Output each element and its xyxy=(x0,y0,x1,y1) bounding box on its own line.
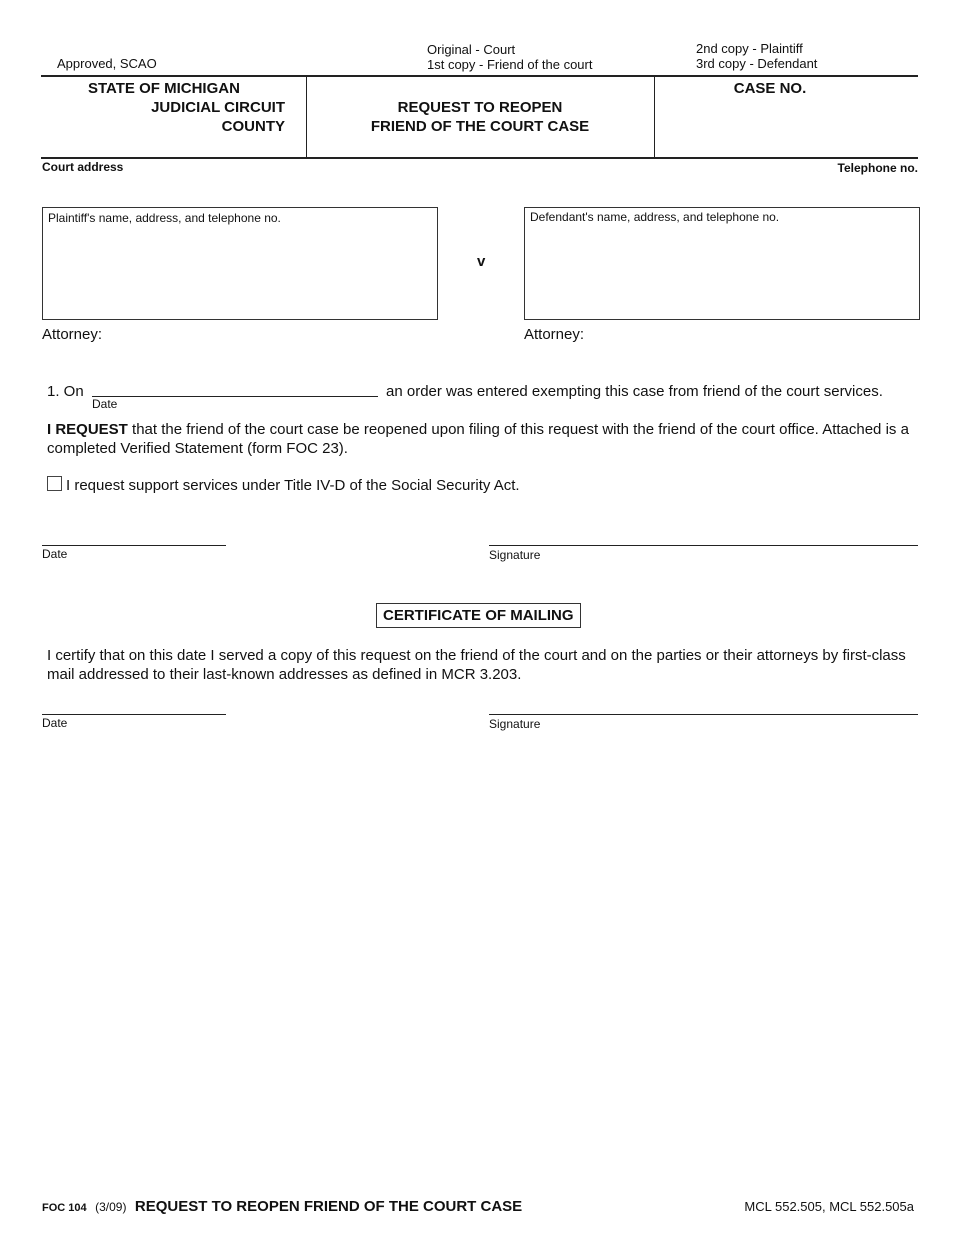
versus-label: v xyxy=(477,253,486,270)
defendant-label: Defendant's name, address, and telephone no. xyxy=(530,210,780,224)
case-no-field[interactable] xyxy=(665,104,909,128)
order-date-field[interactable] xyxy=(92,378,382,398)
checkbox-label: I request support services under Title IV-D of the Social Security Act. xyxy=(66,477,520,494)
caption-divider-1 xyxy=(306,77,307,157)
date-field[interactable] xyxy=(42,526,230,546)
case-no-label: CASE NO. xyxy=(733,80,807,97)
date-label: Date xyxy=(42,547,68,561)
copy-original: Original - Court xyxy=(427,42,516,57)
form-title-line1: REQUEST TO REOPEN xyxy=(397,99,563,116)
plaintiff-label: Plaintiff's name, address, and telephone no. xyxy=(48,211,281,225)
form-revision: (3/09) xyxy=(95,1200,127,1214)
order-date-line xyxy=(92,396,378,397)
certificate-text: I certify that on this date I served a copy of this request on the friend of the court and on the parties or their attorneys by first-class mail addressed to their last-known addresses as defined in MCR 3.203. xyxy=(47,647,906,683)
defendant-box[interactable] xyxy=(524,207,920,320)
form-number: FOC 104 xyxy=(42,1202,87,1214)
certificate-heading: CERTIFICATE OF MAILING xyxy=(376,603,581,628)
request-text: that the friend of the court case be reopened upon filing of this request with the friend of the court office. Attached is a completed Verified Statement (form FOC 23). xyxy=(47,421,909,457)
copy-first: 1st copy - Friend of the court xyxy=(427,57,593,72)
plaintiff-box[interactable] xyxy=(42,207,438,320)
form-title-line2: FRIEND OF THE COURT CASE xyxy=(370,118,590,135)
item1-prefix: 1. On xyxy=(47,383,84,400)
cert-date-field[interactable] xyxy=(42,695,230,715)
signature-field[interactable] xyxy=(489,526,922,546)
plaintiff-attorney-label: Attorney: xyxy=(42,326,103,343)
copy-second: 2nd copy - Plaintiff xyxy=(696,41,803,56)
cert-date-label: Date xyxy=(42,716,68,730)
title-iv-d-checkbox[interactable] xyxy=(47,476,62,491)
state-label: STATE OF MICHIGAN xyxy=(88,80,240,97)
caption-bottom-rule xyxy=(41,157,918,159)
request-bold: I REQUEST xyxy=(47,421,128,438)
defendant-attorney-label: Attorney: xyxy=(524,326,585,343)
statutes: MCL 552.505, MCL 552.505a xyxy=(744,1199,914,1214)
footer xyxy=(42,1198,522,1216)
footer-title: REQUEST TO REOPEN FRIEND OF THE COURT CASE xyxy=(134,1198,523,1215)
caption-top-rule xyxy=(41,75,918,77)
signature-label: Signature xyxy=(489,548,541,562)
item1-suffix: an order was entered exempting this case from friend of the court services. xyxy=(386,383,883,400)
copy-third: 3rd copy - Defendant xyxy=(696,56,818,71)
approved-label: Approved, SCAO xyxy=(57,56,157,71)
telephone-label: Telephone no. xyxy=(837,161,918,175)
cert-signature-label: Signature xyxy=(489,717,541,731)
court-address-label: Court address xyxy=(42,160,124,174)
order-date-label: Date xyxy=(92,397,118,411)
circuit-label: JUDICIAL CIRCUIT xyxy=(151,99,285,116)
request-paragraph xyxy=(47,420,922,458)
county-label: COUNTY xyxy=(221,118,285,135)
cert-signature-field[interactable] xyxy=(489,695,922,715)
